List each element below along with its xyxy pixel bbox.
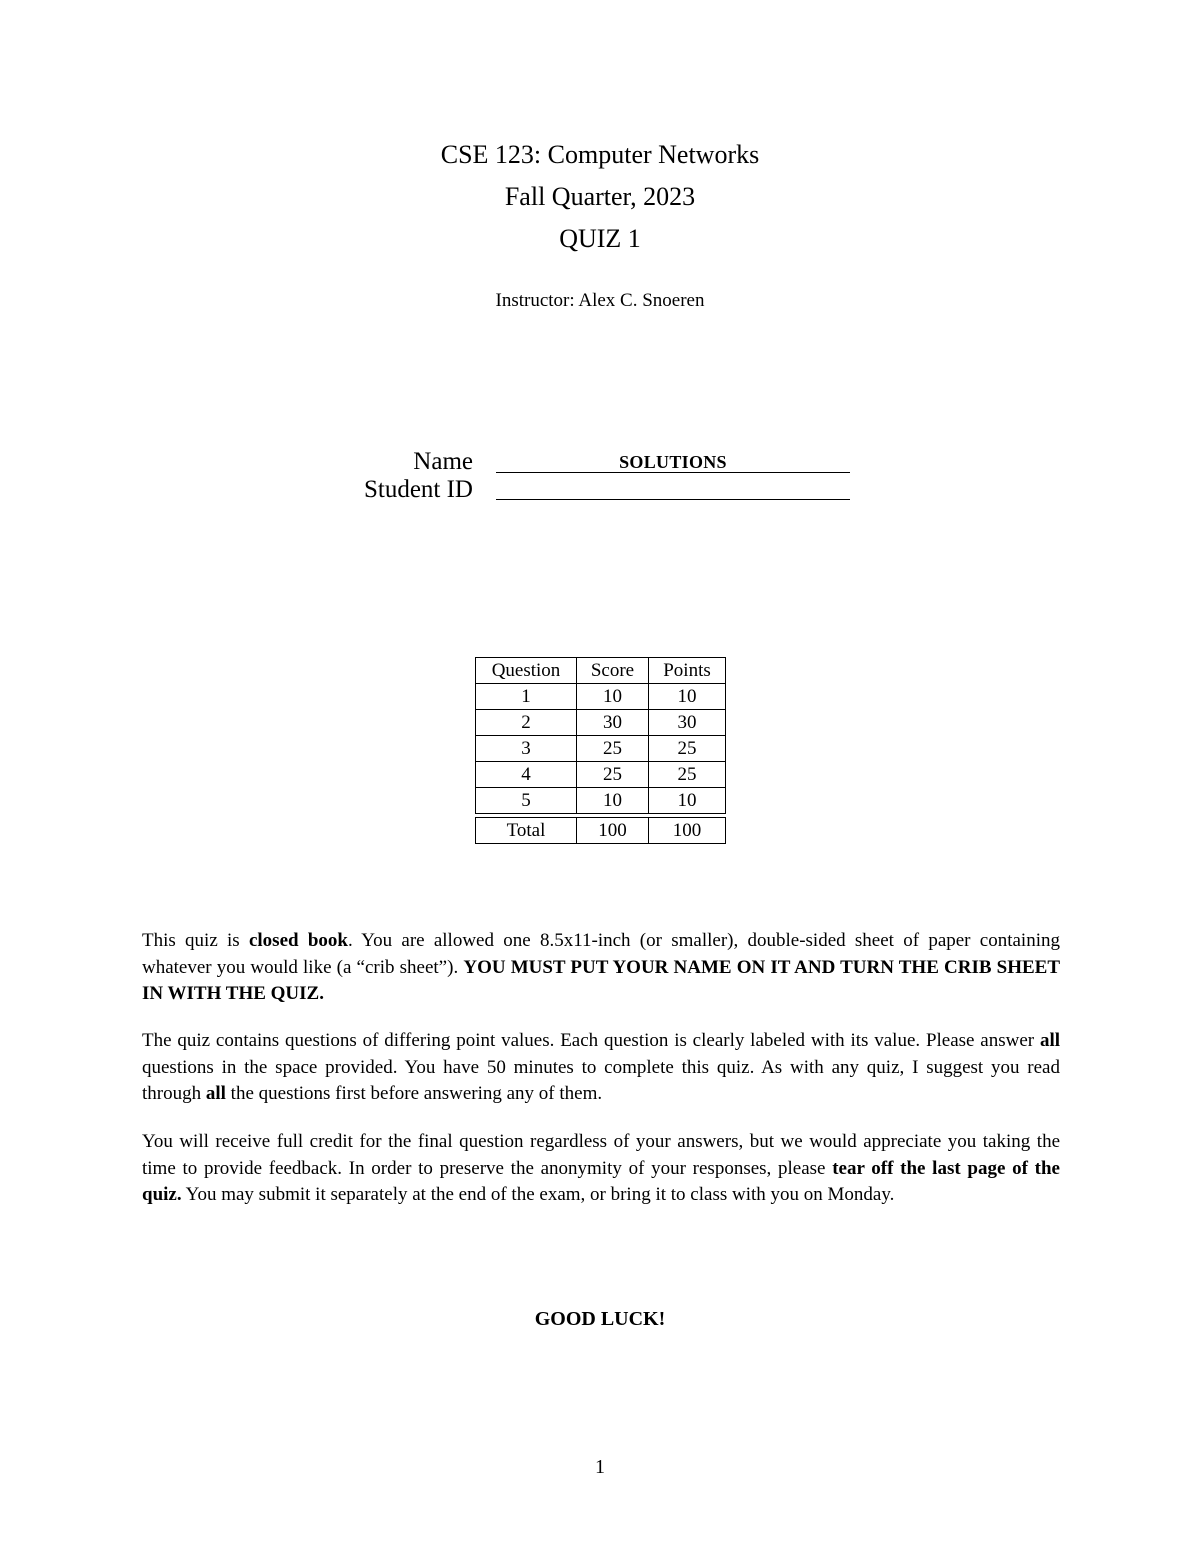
instructions-paragraph-1: This quiz is closed book. You are allowed one 8.5x11-inch (or smaller), double-sided sheet of paper containing whatever you would like (a “crib sheet”). YOU MUST PUT YOUR NAME ON IT AND TURN THE CRIB SHEET IN WITH THE QUIZ.	[142, 930, 1061, 1004]
student-id-underline	[496, 499, 850, 500]
name-underline	[496, 472, 850, 473]
score-cell: 10	[577, 788, 649, 814]
good-luck-closing: GOOD LUCK!	[534, 1308, 666, 1330]
table-row	[476, 710, 726, 736]
question-cell: 5	[476, 788, 577, 814]
score-cell: 10	[577, 684, 649, 710]
score-cell: 25	[577, 762, 649, 788]
points-cell: 25	[649, 736, 726, 762]
points-cell: 10	[649, 788, 726, 814]
question-cell: 1	[476, 684, 577, 710]
table-total-row	[476, 818, 726, 844]
name-value: SOLUTIONS	[619, 452, 727, 472]
question-cell: 3	[476, 736, 577, 762]
instructions-paragraph-3: You will receive full credit for the final question regardless of your answers, but we would appreciate you taking the time to provide feedback. In order to preserve the anonymity of your responses, please tear off the last page of the quiz. You may submit it separately at the end of the exam, or bring it to class with you on Monday.	[142, 1131, 1060, 1205]
student-id-label: Student ID	[363, 476, 473, 503]
header-points: Points	[649, 658, 726, 684]
header-question: Question	[476, 658, 577, 684]
instructor-line: Instructor: Alex C. Snoeren	[495, 290, 705, 311]
points-cell: 10	[649, 684, 726, 710]
quarter-line: Fall Quarter, 2023	[504, 182, 696, 211]
question-cell: 4	[476, 762, 577, 788]
page-number: 1	[595, 1456, 605, 1478]
points-cell: 30	[649, 710, 726, 736]
table-row	[476, 684, 726, 710]
course-title: CSE 123: Computer Networks	[440, 140, 760, 169]
score-table-header-row	[476, 658, 726, 684]
question-cell: 2	[476, 710, 577, 736]
points-cell: 25	[649, 762, 726, 788]
score-table	[475, 657, 726, 844]
table-row	[476, 762, 726, 788]
total-label-cell: Total	[476, 818, 577, 844]
header-score: Score	[577, 658, 649, 684]
table-row	[476, 788, 726, 814]
total-score-cell: 100	[577, 818, 649, 844]
score-cell: 25	[577, 736, 649, 762]
name-label: Name	[413, 448, 473, 475]
instructions-paragraph-2: The quiz contains questions of differing point values. Each question is clearly labeled with its value. Please answer all questions in the space provided. You have 50 minutes to complete this quiz. As with any quiz, I suggest you read through all the questions first before answering any of them.	[142, 1030, 1060, 1104]
quiz-title: QUIZ 1	[559, 224, 641, 253]
table-row	[476, 736, 726, 762]
score-cell: 30	[577, 710, 649, 736]
total-points-cell: 100	[649, 818, 726, 844]
